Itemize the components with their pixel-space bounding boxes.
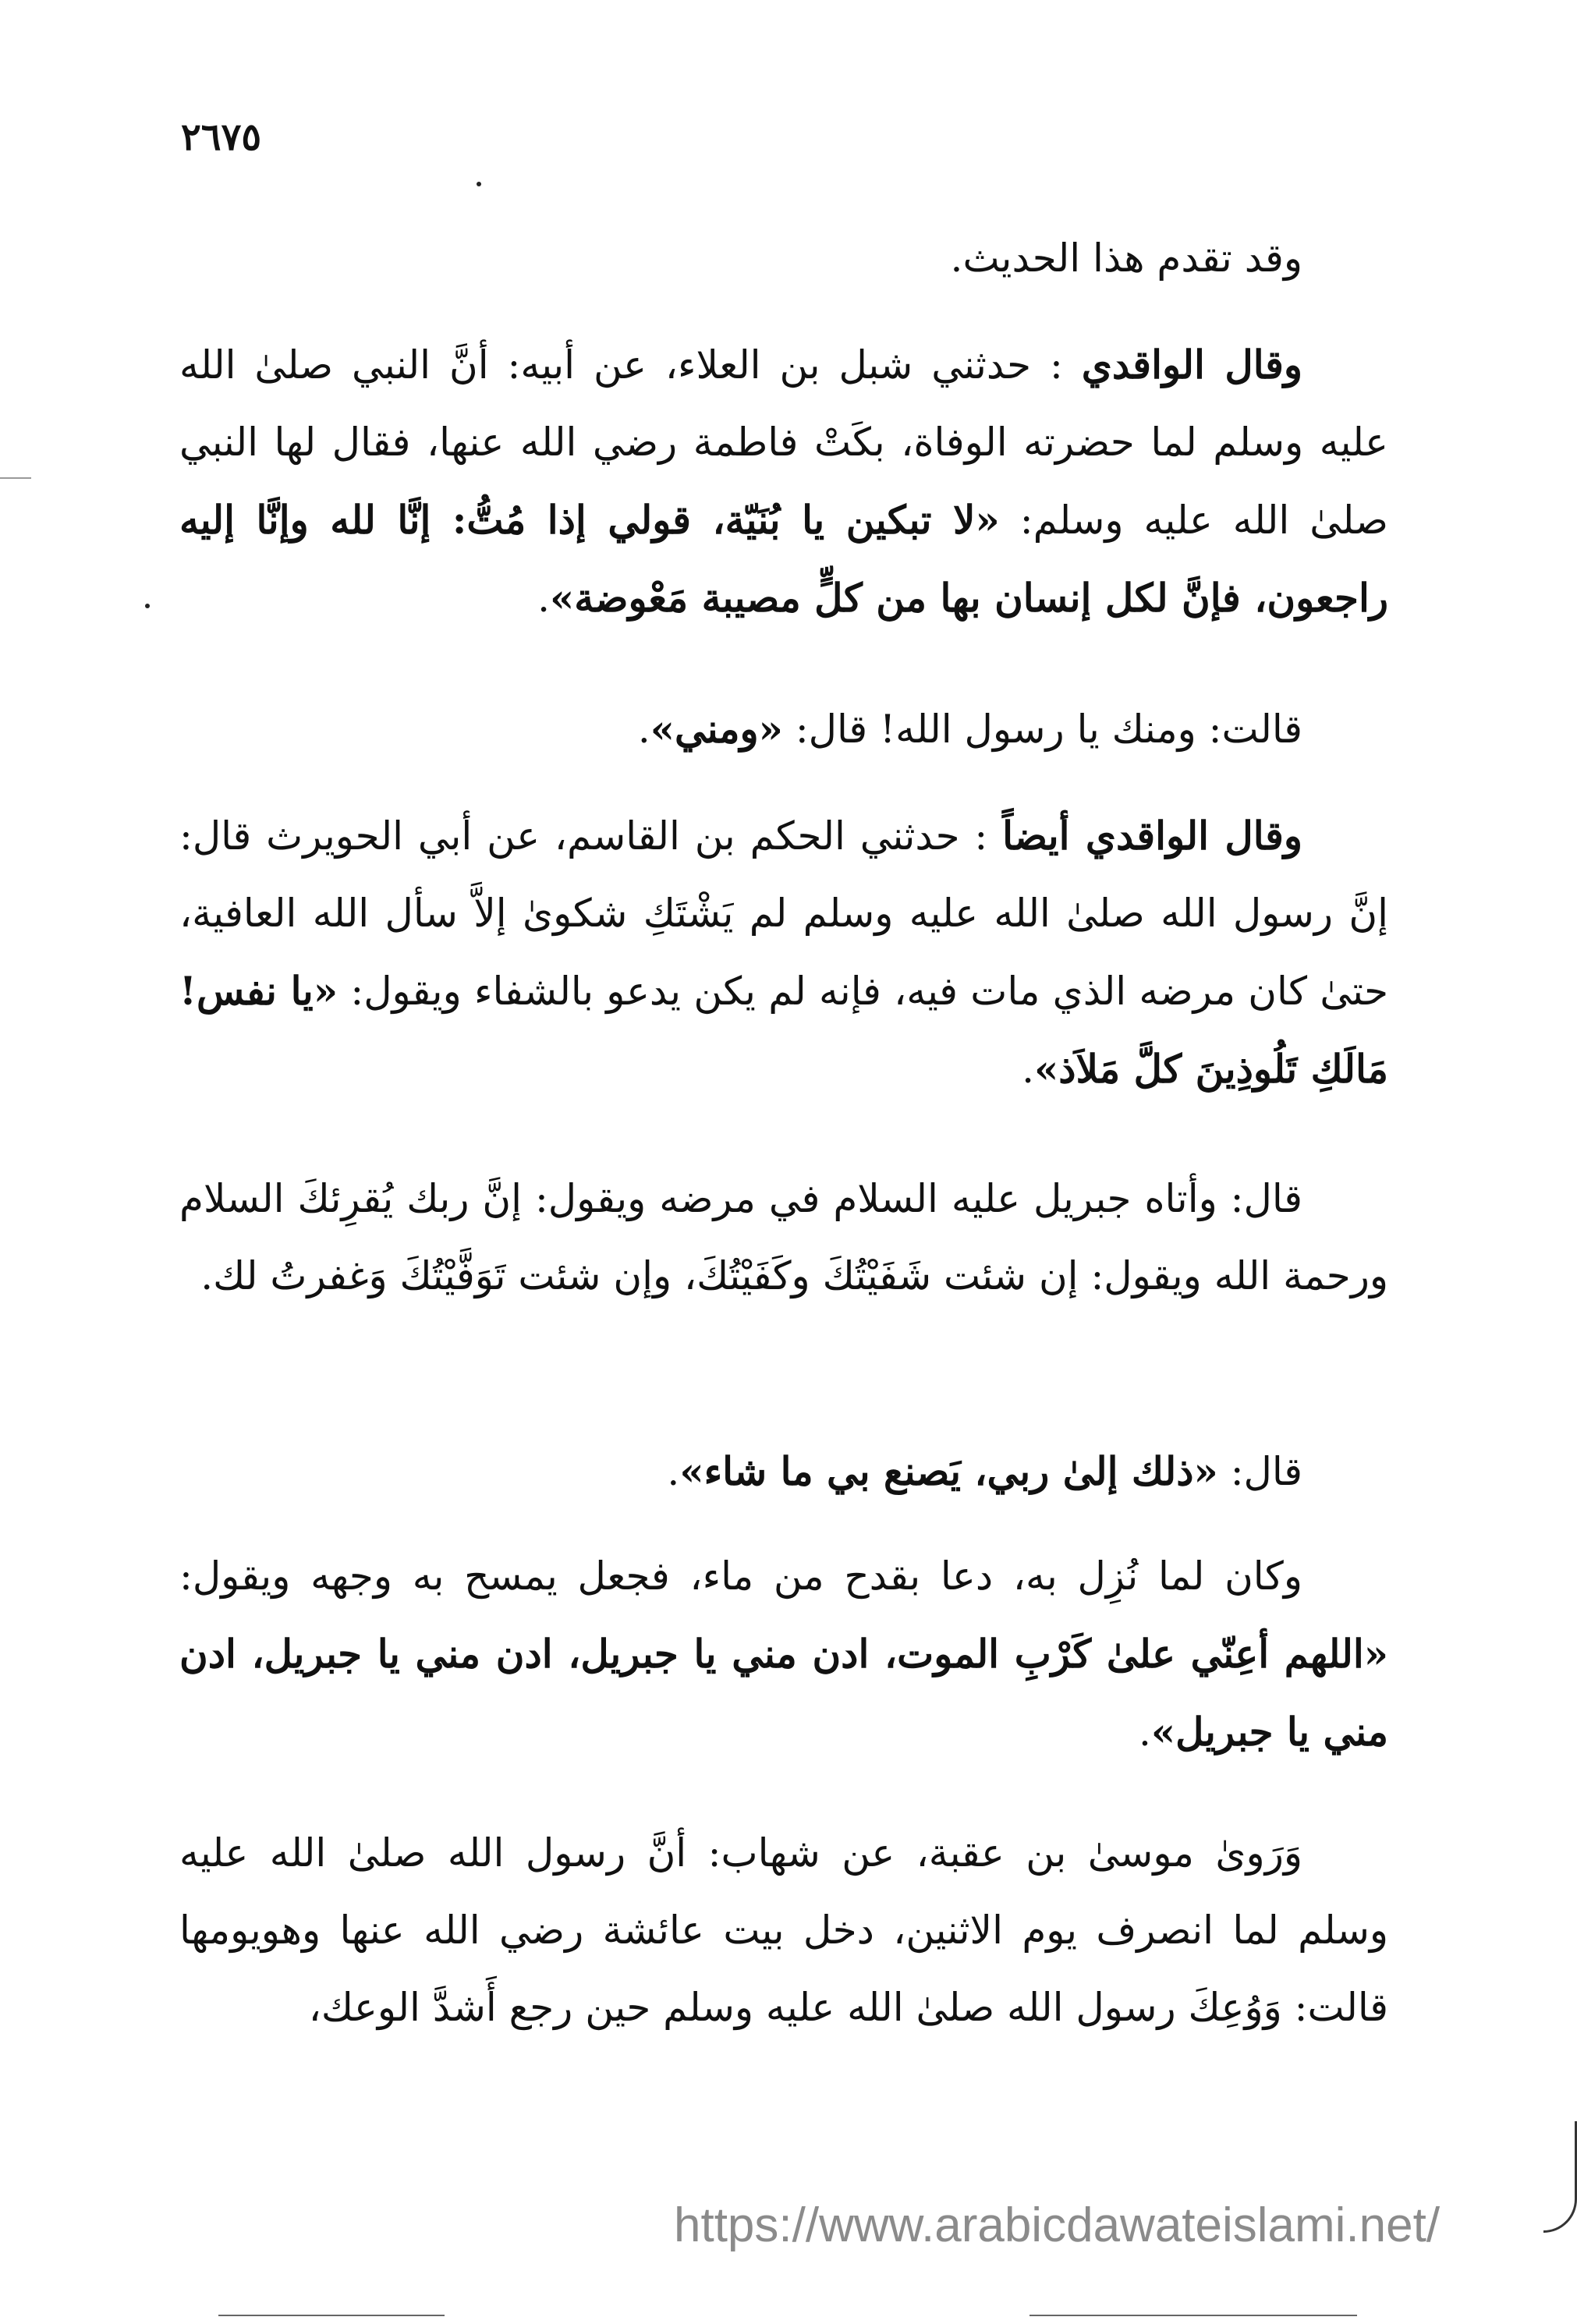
text-run: قال:: [1217, 1449, 1302, 1494]
website-watermark: https://www.arabicdawateislami.net/: [674, 2198, 1441, 2252]
paragraph: [179, 1538, 1388, 1771]
scan-speck: [145, 604, 150, 608]
text-run: وكان لما نُزِل به، دعا بقدح من ماء، فجعل يمسح به وجهه ويقول:: [179, 1553, 1302, 1599]
paragraph: [179, 1160, 1388, 1315]
quoted-saying: «يا نفس! مَالَكِ تَلُوذِينَ كلَّ مَلاَذ»: [179, 968, 1388, 1092]
quoted-saying: «لا تبكين يا بُنَيّة، قولي إذا مُتُّ: إنَّا لله وإنَّا إليه راجعون، فإنَّ لكل إنسان بها من كلٍّ مصيبة مَعْوضة»: [179, 497, 1388, 621]
quoted-saying: «اللهم أعِنّي علىٰ كَرْبِ الموت، ادن مني يا جبريل، ادن مني يا جبريل، ادن مني يا جبريل»: [179, 1631, 1388, 1755]
text-run: .: [667, 1449, 680, 1494]
paragraph: [179, 1815, 1388, 2046]
text-run: قالت: ومنك يا رسول الله! قال:: [782, 707, 1302, 752]
text-run: .: [637, 707, 650, 752]
paragraph-text: [179, 797, 1388, 1108]
paragraph-text: [179, 1433, 1388, 1511]
paragraph-text: قال: وأتاه جبريل عليه السلام في مرضه ويقول: إنَّ ربك يُقرِئكَ السلام ورحمة الله ويقول: إن شئت شَفَيْتُكَ وكَفَيْتُكَ، وإن شئت تَوَفَّيْتُكَ وَغفرتُ لك.: [179, 1176, 1388, 1298]
narrator-name: وقال الواقدي أيضاً: [1002, 813, 1302, 859]
quoted-saying: «ذلك إلىٰ ربي، يَصنع بي ما شاء»: [679, 1448, 1218, 1494]
paragraph-text: [179, 690, 1388, 768]
text-run: : حدثني الحكم بن القاسم، عن أبي الحويرث قال: إنَّ رسول الله صلىٰ الله عليه وسلم لم يَشْتَكِ شكوىٰ إلاَّ سأل الله العافية، حتىٰ كان مرضه الذي مات فيه، فإنه لم يكن يدعو بالشفاء ويقول:: [179, 813, 1389, 1014]
text-run: .: [537, 576, 550, 621]
page-corner-mark: [1543, 2121, 1577, 2233]
paragraph: [179, 690, 1388, 768]
bottom-rule: [218, 2315, 445, 2316]
paragraph-text: [179, 1538, 1388, 1771]
scan-edge-mark: [0, 477, 31, 479]
narrator-name: وقال الواقدي: [1081, 342, 1302, 388]
text-run: .: [1022, 1047, 1035, 1092]
paragraph-text: وَرَوىٰ موسىٰ بن عقبة، عن شهاب: أنَّ رسول الله صلىٰ الله عليه وسلم لما انصرف يوم الاثنين، دخل بيت عائشة رضي الله عنها وهويومها قالت: وَوُعِكَ رسول الله صلىٰ الله عليه وسلم حين رجع أَشدَّ الوعك،: [179, 1830, 1388, 2030]
page-number: ٢٦٧٥: [181, 115, 262, 159]
bottom-rule: [1029, 2315, 1357, 2316]
paragraph: [179, 326, 1388, 637]
text-run: .: [1138, 1709, 1151, 1755]
quoted-saying: «ومني»: [650, 706, 783, 752]
paragraph-text: [179, 326, 1388, 637]
paragraph: [179, 1433, 1388, 1511]
paragraph: [179, 220, 1388, 297]
text-run: : حدثني شبل بن العلاء، عن أبيه: أنَّ النبي صلىٰ الله عليه وسلم لما حضرته الوفاة، بكَتْ فاطمة رضي الله عنها، فقال لها النبي صلىٰ الله عليه وسلم:: [179, 342, 1388, 543]
scan-speck: [477, 182, 481, 186]
paragraph-text: وقد تقدم هذا الحديث.: [950, 236, 1302, 281]
paragraph: [179, 797, 1388, 1108]
